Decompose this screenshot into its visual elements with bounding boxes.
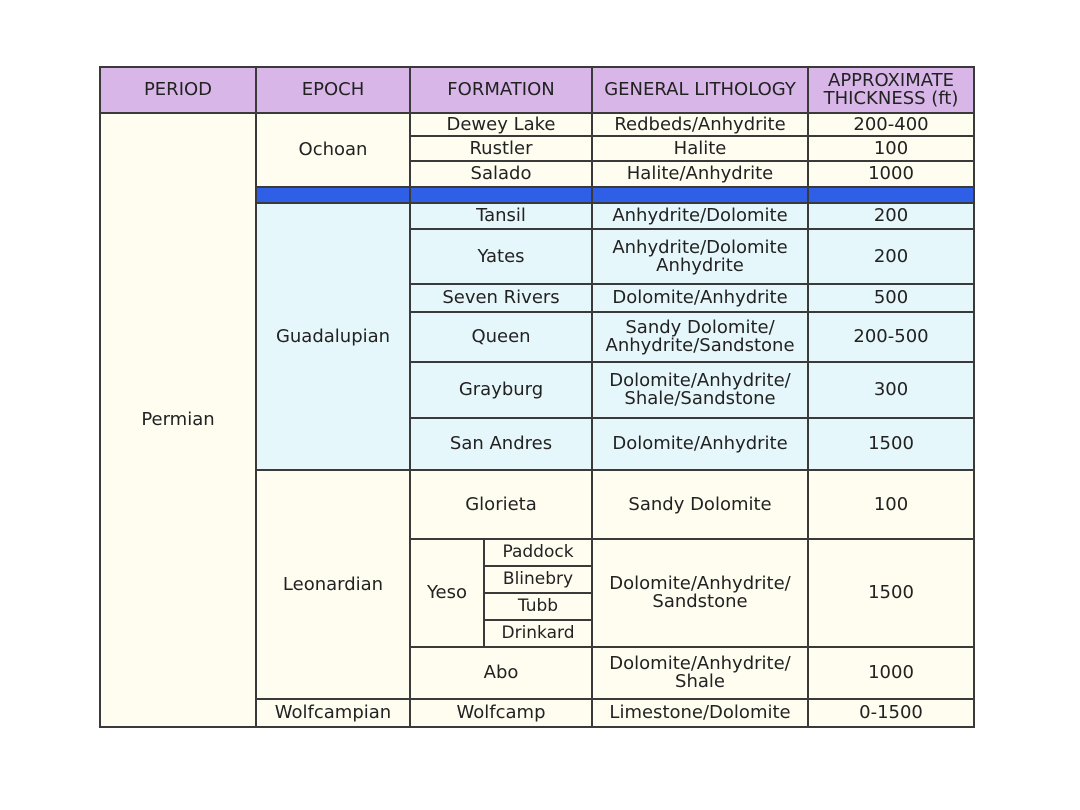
formation-rustler: Rustler: [410, 136, 592, 161]
header-lithology: GENERAL LITHOLOGY: [592, 67, 808, 113]
lithology-yates-line1: Anhydrite/Dolomite: [612, 236, 788, 258]
period-cell: Permian: [100, 113, 256, 727]
table-row: [100, 113, 974, 136]
header-thickness-line2: THICKNESS (ft): [823, 88, 959, 109]
formation-san-andres: San Andres: [410, 418, 592, 470]
thickness-queen: 200-500: [808, 312, 974, 362]
stratigraphic-table-container: [99, 66, 975, 728]
lithology-queen-line1: Sandy Dolomite/: [625, 317, 775, 338]
lithology-queen: [592, 312, 808, 362]
lithology-seven-rivers: Dolomite/Anhydrite: [592, 284, 808, 312]
lithology-grayburg: [592, 362, 808, 418]
lithology-yeso: [592, 539, 808, 647]
formation-abo: Abo: [410, 647, 592, 699]
lithology-yates-line2: Anhydrite: [656, 254, 744, 276]
thickness-salado: 1000: [808, 161, 974, 187]
lithology-abo-line1: Dolomite/Anhydrite/: [609, 653, 791, 674]
lithology-yeso-line1: Dolomite/Anhydrite/: [609, 573, 791, 594]
formation-wolfcamp: Wolfcamp: [410, 699, 592, 727]
lithology-queen-line2: Anhydrite/Sandstone: [605, 335, 795, 356]
epoch-ochoan: Ochoan: [256, 113, 410, 187]
separator-cell: [410, 187, 592, 203]
thickness-dewey-lake: 200-400: [808, 113, 974, 136]
header-row: [100, 67, 974, 113]
lithology-grayburg-line2: Shale/Sandstone: [624, 388, 776, 409]
member-paddock: Paddock: [484, 539, 592, 566]
formation-yeso: Yeso: [410, 539, 484, 647]
thickness-grayburg: 300: [808, 362, 974, 418]
thickness-yeso: 1500: [808, 539, 974, 647]
lithology-yates: [592, 229, 808, 284]
lithology-glorieta: Sandy Dolomite: [592, 470, 808, 539]
thickness-seven-rivers: 500: [808, 284, 974, 312]
stratigraphic-table: [99, 66, 975, 728]
lithology-dewey-lake: Redbeds/Anhydrite: [592, 113, 808, 136]
formation-queen: Queen: [410, 312, 592, 362]
epoch-guadalupian: Guadalupian: [256, 203, 410, 470]
header-thickness: [808, 67, 974, 113]
formation-seven-rivers: Seven Rivers: [410, 284, 592, 312]
thickness-wolfcamp: 0-1500: [808, 699, 974, 727]
formation-dewey-lake: Dewey Lake: [410, 113, 592, 136]
member-drinkard: Drinkard: [484, 620, 592, 647]
thickness-glorieta: 100: [808, 470, 974, 539]
lithology-tansil: Anhydrite/Dolomite: [592, 203, 808, 229]
thickness-abo: 1000: [808, 647, 974, 699]
formation-yates: Yates: [410, 229, 592, 284]
lithology-yeso-line2: Sandstone: [652, 591, 748, 612]
formation-glorieta: Glorieta: [410, 470, 592, 539]
separator-cell: [808, 187, 974, 203]
separator-cell: [592, 187, 808, 203]
lithology-abo: [592, 647, 808, 699]
thickness-san-andres: 1500: [808, 418, 974, 470]
epoch-leonardian: Leonardian: [256, 470, 410, 699]
header-thickness-line1: APPROXIMATE: [828, 70, 955, 91]
thickness-rustler: 100: [808, 136, 974, 161]
epoch-wolfcampian: Wolfcampian: [256, 699, 410, 727]
lithology-salado: Halite/Anhydrite: [592, 161, 808, 187]
member-blinebry: Blinebry: [484, 566, 592, 593]
lithology-abo-line2: Shale: [675, 671, 725, 692]
member-tubb: Tubb: [484, 593, 592, 620]
thickness-tansil: 200: [808, 203, 974, 229]
formation-tansil: Tansil: [410, 203, 592, 229]
lithology-grayburg-line1: Dolomite/Anhydrite/: [609, 370, 791, 391]
lithology-wolfcamp: Limestone/Dolomite: [592, 699, 808, 727]
formation-grayburg: Grayburg: [410, 362, 592, 418]
header-formation: FORMATION: [410, 67, 592, 113]
header-period: PERIOD: [100, 67, 256, 113]
lithology-san-andres: Dolomite/Anhydrite: [592, 418, 808, 470]
formation-salado: Salado: [410, 161, 592, 187]
header-epoch: EPOCH: [256, 67, 410, 113]
lithology-rustler: Halite: [592, 136, 808, 161]
thickness-yates: 200: [808, 229, 974, 284]
separator-cell: [256, 187, 410, 203]
